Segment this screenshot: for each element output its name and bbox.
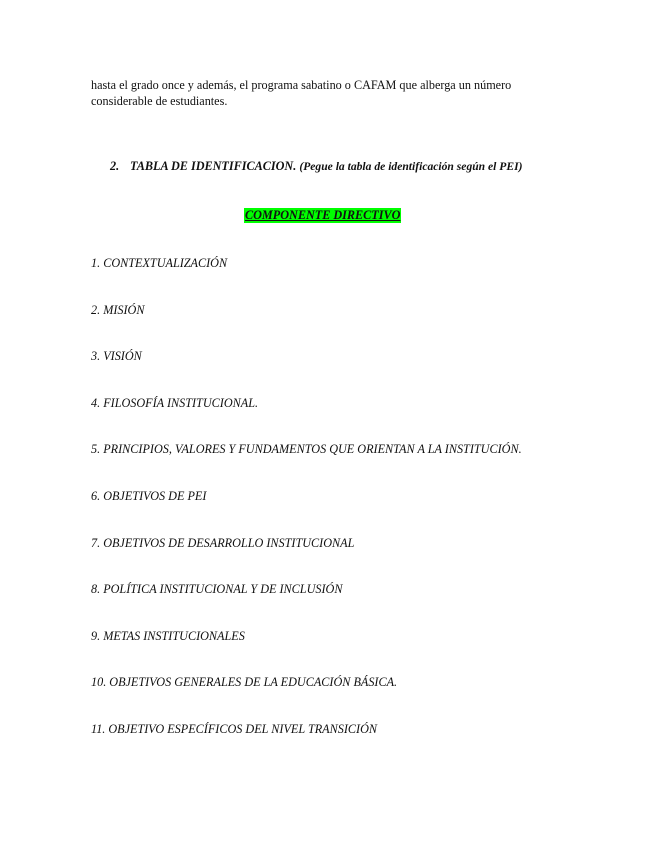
item-list [91,255,522,768]
list-item: 10. OBJETIVOS GENERALES DE LA EDUCACIÓN BÁSICA. [91,675,398,690]
section-number: 2. [110,159,120,173]
section-title: TABLA DE IDENTIFICACION. [130,159,297,173]
list-item: 1. CONTEXTUALIZACIÓN [91,256,228,270]
component-title: COMPONENTE DIRECTIVO [245,208,401,222]
intro-paragraph: hasta el grado once y además, el programa sabatino o CAFAM que alberga un número considerable de estudiantes. [91,78,512,108]
list-item: 7. OBJETIVOS DE DESARROLLO INSTITUCIONAL [91,535,355,550]
list-item: 11. OBJETIVO ESPECÍFICOS DEL NIVEL TRANSICIÓN [91,721,378,736]
list-item: 3. VISIÓN [91,349,142,364]
section-heading [110,159,523,174]
list-item: 2. MISIÓN [91,302,145,317]
list-item: 9. METAS INSTITUCIONALES [91,628,245,643]
section-note: (Pegue la tabla de identificación según el PEI) [299,160,523,173]
list-item: 4. FILOSOFÍA INSTITUCIONAL. [91,395,259,410]
list-item: 8. POLÍTICA INSTITUCIONAL Y DE INCLUSIÓN [91,582,343,597]
list-item: 5. PRINCIPIOS, VALORES Y FUNDAMENTOS QUE ORIENTAN A LA INSTITUCIÓN. [91,442,522,457]
list-item: 6. OBJETIVOS DE PEI [91,488,207,503]
